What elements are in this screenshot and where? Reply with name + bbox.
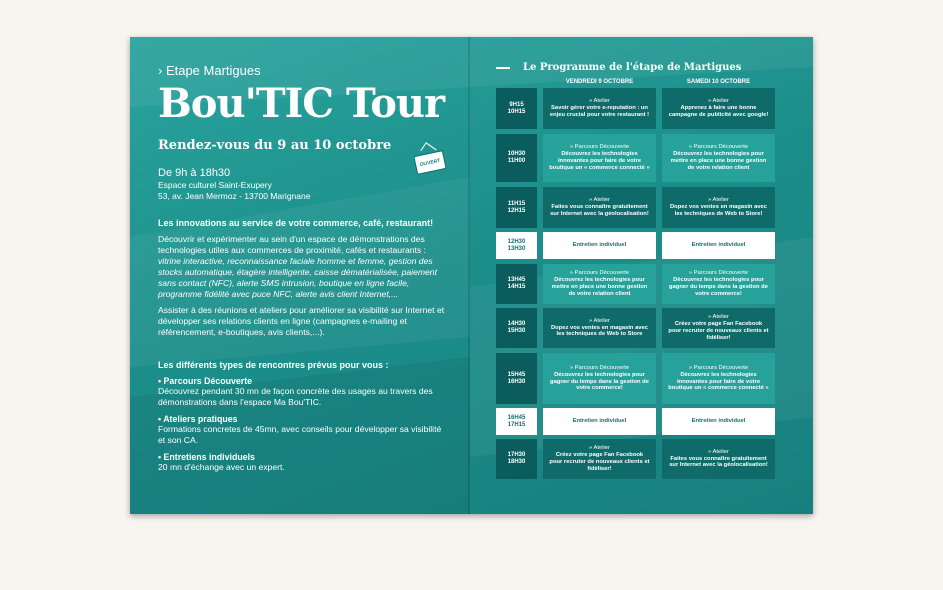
- page-fold: [468, 37, 470, 514]
- bullet-interviews-text: 20 mn d'échange avec un expert.: [158, 462, 285, 472]
- program-title-text: Le Programme de l'étape de Martigues: [523, 62, 742, 73]
- friday-session: [543, 408, 656, 435]
- title-bar: [496, 67, 510, 69]
- session-category: » Atelier: [708, 197, 729, 204]
- session-title: Dopez vos ventes en magasin avec les techniques de Web to Store: [551, 324, 648, 338]
- friday-session: [543, 308, 656, 348]
- session-category: » Atelier: [589, 445, 610, 452]
- schedule-row: [496, 232, 781, 259]
- saturday-session: [662, 353, 775, 404]
- page-title: Bou'TIC Tour: [158, 80, 445, 127]
- day-headers: [543, 79, 796, 85]
- bullet-interviews-title: • Entretiens individuels: [158, 452, 255, 462]
- session-title: Découvrez les technologies pour gagner du temps dans la gestion de votre commerce!: [669, 277, 768, 297]
- session-title: Découvrez les technologies pour gagner du temps dans la gestion de votre commerce!: [550, 371, 649, 392]
- left-page: [158, 63, 450, 473]
- time-slot: 13H45 14H15: [496, 264, 537, 304]
- session-title: Entretien individuel: [572, 242, 627, 249]
- open-sign-text: OUVERT: [419, 157, 441, 168]
- bullet-discovery-text: Découvrez pendant 30 mn de façon concrète des usages au travers des démonstrations dans l'espace Ma Bou'TIC.: [158, 386, 433, 407]
- hours: De 9h à 18h30: [158, 167, 231, 179]
- section-innovations-title: Les innovations au service de votre commerce, café, restaurant!: [158, 218, 434, 228]
- friday-session: [543, 187, 656, 228]
- bullet-workshops-text: Formations concretes de 45mn, avec conseils pour développer sa visibilité et son CA.: [158, 424, 442, 445]
- session-title: Découvrez les technologies innovantes pour faire de votre boutique un « commerce connecté »: [549, 151, 650, 171]
- time-slot: 12H30 13H30: [496, 232, 537, 259]
- session-category: » Parcours Découverte: [569, 364, 630, 371]
- session-category: » Atelier: [589, 98, 610, 105]
- day-header-friday: VENDREDI 9 OCTOBRE: [565, 79, 634, 85]
- section-meetings-title: Les différents types de rencontres prévus pour vous :: [158, 360, 389, 370]
- session-category: » Parcours Découverte: [688, 270, 749, 277]
- friday-session: [543, 439, 656, 479]
- subtitle: Rendez-vous du 9 au 10 octobre: [158, 138, 392, 153]
- session-title: Créez votre page Fan Facebook pour recruter de nouveaux clients et fidéliser!: [549, 452, 650, 472]
- time-slot: 17H30 18H30: [496, 439, 537, 479]
- right-page: [496, 62, 796, 472]
- session-title: Apprenez à faire une bonne campagne de publicité avec google!: [668, 105, 769, 118]
- saturday-session: [662, 232, 775, 259]
- session-category: » Parcours Découverte: [688, 364, 749, 371]
- kicker: › Etape Martigues: [158, 63, 261, 78]
- saturday-session: [662, 408, 775, 435]
- session-title: Faites vous connaître gratuitement sur Internet avec la géolocalisation!: [550, 204, 649, 217]
- time-slot: 11H15 12H15: [496, 187, 537, 228]
- schedule-row: [496, 264, 781, 304]
- time-slot: 16H45 17H15: [496, 408, 537, 435]
- schedule-row: [496, 88, 781, 129]
- innovations-intro: Découvrir et expérimenter au sein d'un espace de démonstrations des technologies utiles aux commerces de proximité, cafés et restaurants :: [158, 234, 426, 255]
- session-title: Découvrez les technologies innovantes pour faire de votre boutique un « commerce connecté »: [668, 371, 769, 392]
- saturday-session: [662, 264, 775, 304]
- friday-session: [543, 88, 656, 129]
- session-category: » Atelier: [589, 317, 610, 324]
- program-title: [496, 62, 796, 73]
- session-title: Entretien individuel: [691, 418, 746, 425]
- friday-session: [543, 134, 656, 182]
- session-category: » Atelier: [708, 314, 729, 321]
- bullet-workshops-title: • Ateliers pratiques: [158, 414, 238, 424]
- friday-session: [543, 353, 656, 404]
- innovations-list: vitrine interactive, reconnaissance faciale homme et femme, gestion des stocks automatique, étagère intelligente, caisse dématérialisée, paiement sans contact (NFC), alerte SMS intrusion, boutique en ligne facile, programme fidélité avec puce NFC, alerte avis client Internet,...: [158, 256, 437, 299]
- session-category: » Atelier: [589, 197, 610, 204]
- saturday-session: [662, 88, 775, 129]
- schedule-row: [496, 353, 781, 404]
- schedule-row: [496, 439, 781, 479]
- session-category: » Parcours Découverte: [688, 144, 749, 151]
- session-category: » Parcours Découverte: [569, 270, 630, 277]
- session-title: Créez votre page Fan Facebook pour recruter de nouveaux clients et fidéliser!: [668, 321, 769, 341]
- innovations-paragraph: [158, 234, 450, 300]
- time-slot: 14H30 15H30: [496, 308, 537, 348]
- saturday-session: [662, 308, 775, 348]
- schedule-row: [496, 308, 781, 348]
- session-title: Entretien individuel: [691, 242, 746, 249]
- session-title: Faites vous connaître gratuitement sur Internet avec la géolocalisation!: [669, 455, 768, 469]
- session-category: » Parcours Découverte: [569, 144, 630, 151]
- session-category: » Atelier: [708, 98, 729, 105]
- session-category: » Atelier: [708, 448, 729, 455]
- venue-name: Espace culturel Saint-Exupery: [158, 180, 272, 190]
- saturday-session: [662, 187, 775, 228]
- session-title: Dopez vos ventes en magasin avec les techniques de Web to Store!: [670, 204, 767, 217]
- session-title: Découvrez les technologies pour mettre en place une bonne gestion de votre relation client: [670, 151, 767, 171]
- time-slot: 9H15 10H15: [496, 88, 537, 129]
- schedule-row: [496, 134, 781, 182]
- time-slot: 15H45 16H30: [496, 353, 537, 404]
- session-title: Découvrez les technologies pour mettre en place une bonne gestion de votre relation client: [551, 277, 648, 297]
- brochure-spread: [130, 37, 813, 514]
- time-slot: 10H30 11H00: [496, 134, 537, 182]
- bullet-discovery-title: • Parcours Découverte: [158, 376, 253, 386]
- friday-session: [543, 264, 656, 304]
- schedule-row: [496, 408, 781, 435]
- schedule-row: [496, 187, 781, 228]
- session-title: Savoir gérer votre e-reputation : un enjeu crucial pour votre restaurant !: [549, 105, 650, 118]
- saturday-session: [662, 134, 775, 182]
- session-title: Entretien individuel: [572, 418, 627, 425]
- workshops-paragraph: Assister à des réunions et ateliers pour améliorer sa visibilité sur Internet et développer ses relations clients en ligne (campagnes e-mailing et référencement, e-boutiques, avis clients,...).: [158, 305, 445, 337]
- friday-session: [543, 232, 656, 259]
- venue-address: 53, av. Jean Mermoz - 13700 Marignane: [158, 191, 311, 201]
- day-header-saturday: SAMEDI 10 OCTOBRE: [686, 79, 751, 85]
- saturday-session: [662, 439, 775, 479]
